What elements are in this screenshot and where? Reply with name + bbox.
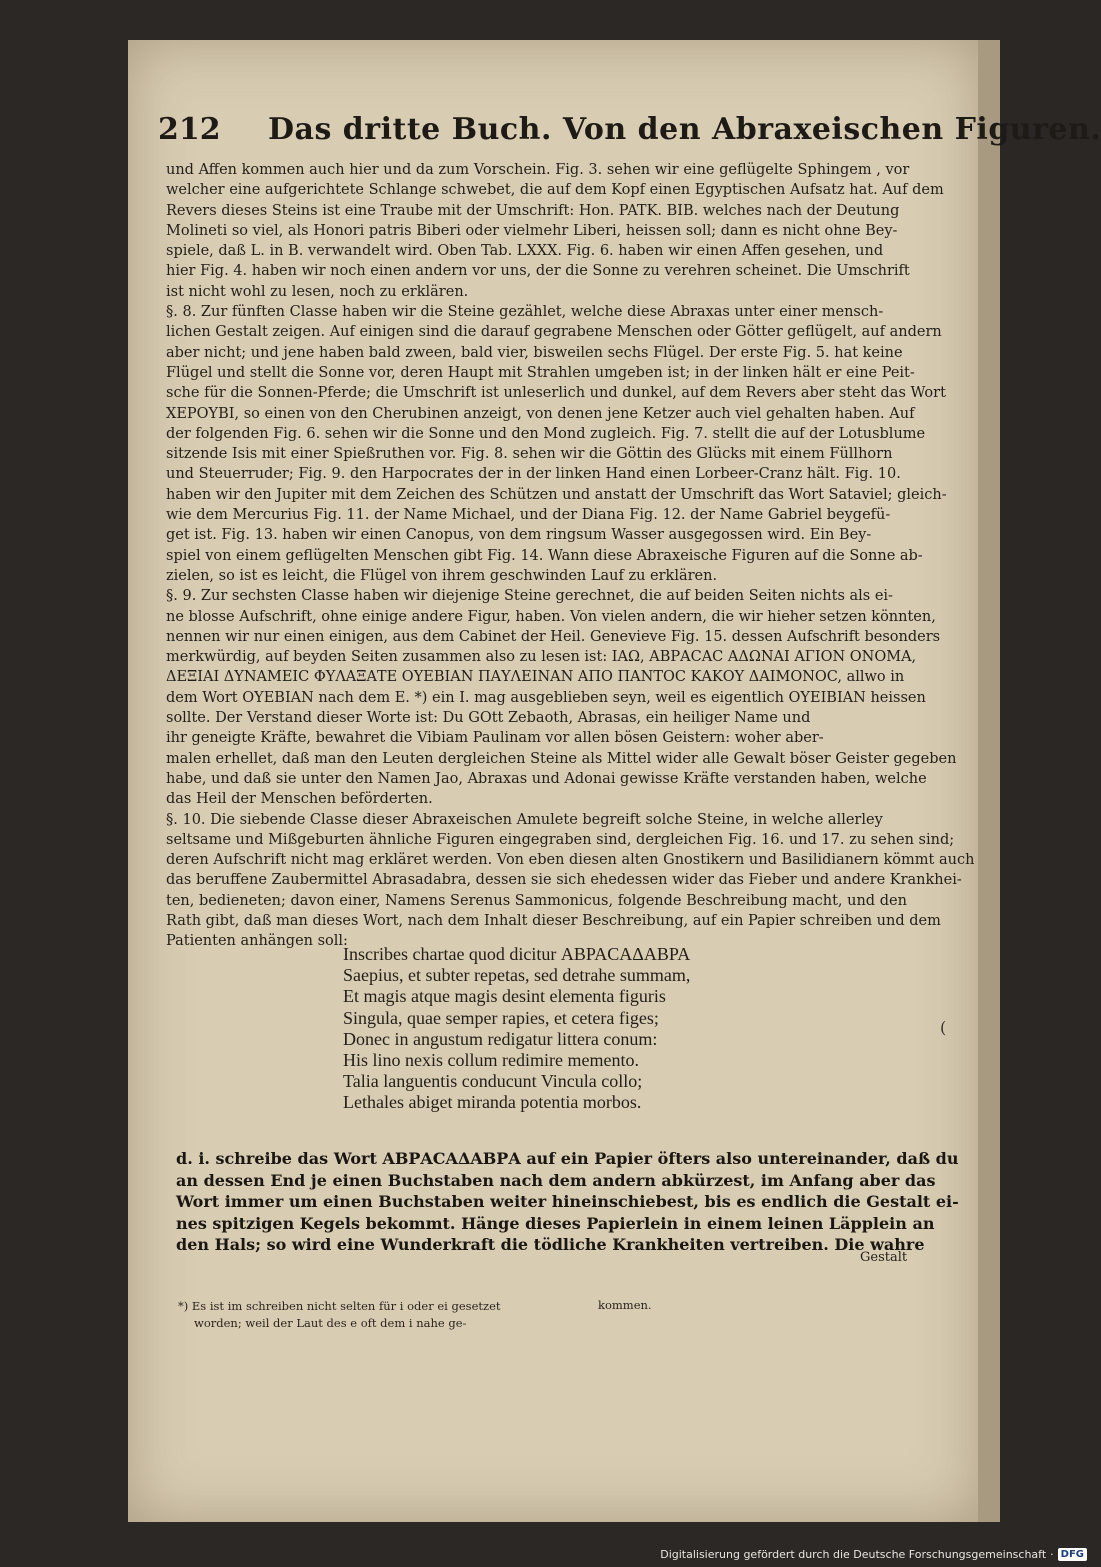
body-line: Molineti so viel, als Honori patris Biberi oder vielmehr Liberi, heissen soll; dann es nicht ohne Bey- — [166, 222, 898, 239]
translation-line: den Hals; so wird eine Wunderkraft die tödliche Krankheiten vertreiben. Die wahre — [176, 1235, 925, 1254]
translation-line: nes spitzigen Kegels bekommt. Hänge dieses Papierlein in einem leinen Läpplein an — [176, 1213, 935, 1233]
body-line: ist nicht wohl zu lesen, noch zu erklären. — [166, 283, 469, 300]
body-line: sollte. Der Verstand dieser Worte ist: Du GOtt Zebaoth, Abrasas, ein heiliger Name und — [166, 710, 811, 727]
translation-paragraph — [176, 1148, 959, 1256]
body-line: deren Aufschrift nicht mag erkläret werden. Von eben diesen alten Gnostikern und Basilidianern kömmt auch — [166, 852, 975, 869]
poem-verse: Saepius, et subter repetas, sed detrahe summam, — [343, 965, 691, 986]
page-header — [158, 112, 1101, 152]
translation-line: d. i. schreibe das Wort ΑΒΡΑCΑΔΑΒΡΑ auf ein Papier öfters also untereinander, daß du — [176, 1149, 959, 1168]
body-line: §. 8. Zur fünften Classe haben wir die Steine gezählet, welche diese Abraxas unter einer mensch- — [166, 304, 884, 321]
body-line: nennen wir nur einen einigen, aus dem Cabinet der Heil. Genevieve Fig. 15. dessen Aufschrift besonders — [166, 628, 941, 645]
footnote-continuation: kommen. — [598, 1298, 652, 1312]
translation-line: an dessen End je einen Buchstaben nach dem andern abkürzest, im Anfang aber das — [176, 1170, 936, 1190]
poem-verse: Talia languentis conducunt Vincula collo; — [343, 1071, 643, 1092]
body-line: spiele, daß L. in B. verwandelt wird. Oben Tab. LXXX. Fig. 6. haben wir einen Affen gesehen, und — [166, 243, 884, 260]
body-line: sche für die Sonnen-Pferde; die Umschrift ist unleserlich und dunkel, auf dem Revers aber steht das Wort — [166, 385, 946, 402]
poem-verse: Et magis atque magis desint elementa figuris — [343, 986, 666, 1007]
page-number: 212 — [158, 112, 221, 147]
body-line: das Heil der Menschen beförderten. — [166, 791, 433, 808]
catchword: Gestalt — [860, 1250, 908, 1265]
credit-text: Digitalisierung gefördert durch die Deutsche Forschungsgemeinschaft — [660, 1548, 1047, 1561]
body-line: zielen, so ist es leicht, die Flügel von ihrem geschwinden Lauf zu erklären. — [166, 567, 718, 584]
body-line: und Steuerruder; Fig. 9. den Harpocrates der in der linken Hand einen Lorbeer-Cranz hält. Fig. 10. — [166, 466, 901, 483]
footnote-line: worden; weil der Laut des e oft dem i nahe ge- — [194, 1316, 467, 1330]
body-line: spiel von einem geflügelten Menschen gibt Fig. 14. Wann diese Abraxeische Figuren auf die Sonne ab- — [166, 547, 923, 564]
body-line: malen erhellet, daß man den Leuten dergleichen Steine als Mittel wider alle Gewalt böser Geister gegeben — [166, 750, 957, 767]
body-line: lichen Gestalt zeigen. Auf einigen sind die darauf gegrabene Menschen oder Götter geflügelt, auf andern — [166, 324, 942, 341]
body-line: ΧΕΡΟΥΒΙ, so einen von den Cherubinen anzeigt, von denen jene Ketzer auch viel gehalten haben. Auf — [166, 405, 915, 422]
dfg-logo: DFG — [1058, 1548, 1087, 1561]
poem-verse: His lino nexis collum redimire memento. — [343, 1050, 639, 1071]
body-line: sitzende Isis mit einer Spießruthen vor. Fig. 8. sehen wir die Göttin des Glücks mit einem Füllhorn — [166, 446, 893, 463]
body-line: aber nicht; und jene haben bald zween, bald vier, bisweilen sechs Flügel. Der erste Fig. 5. hat keine — [166, 344, 903, 361]
body-line: Flügel und stellt die Sonne vor, deren Haupt mit Strahlen umgeben ist; in der linken hält er eine Peit- — [166, 364, 915, 381]
body-line: welcher eine aufgerichtete Schlange schwebet, die auf dem Kopf einen Egyptischen Aufsatz hat. Auf dem — [166, 182, 944, 199]
body-line: §. 9. Zur sechsten Classe haben wir diejenige Steine gerechnet, die auf beiden Seiten nichts als ei- — [166, 588, 893, 605]
body-line: haben wir den Jupiter mit dem Zeichen des Schützen und anstatt der Umschrift das Wort Sataviel; gleich- — [166, 486, 947, 503]
body-line: Revers dieses Steins ist eine Traube mit der Umschrift: Hon. PATK. BIB. welches nach der Deutung — [166, 202, 900, 219]
body-text — [166, 160, 975, 952]
body-line: Patienten anhängen soll: — [166, 933, 348, 950]
poem-verse: Singula, quae semper rapies, et cetera figes; — [343, 1007, 659, 1028]
running-title: Das dritte Buch. Von den Abraxeischen Figuren. — [268, 112, 1101, 147]
footnote-line: *) Es ist im schreiben nicht selten für i oder ei gesetzet — [178, 1299, 501, 1313]
body-line: der folgenden Fig. 6. sehen wir die Sonne und den Mond zugleich. Fig. 7. stellt die auf der Lotusblume — [166, 425, 926, 442]
body-line: ne blosse Aufschrift, ohne einige andere Figur, haben. Von vielen andern, die wir hieher setzen könnten, — [166, 608, 936, 625]
body-line: und Affen kommen auch hier und da zum Vorschein. Fig. 3. sehen wir eine geflügelte Sphingem , vor — [166, 162, 910, 178]
poem-verse: Donec in angustum redigatur littera conum: — [343, 1028, 658, 1049]
body-line: seltsame und Mißgeburten ähnliche Figuren eingegraben sind, dergleichen Fig. 16. und 17. zu sehen sind; — [166, 831, 955, 848]
body-line: dem Wort ΟΥΕΒΙΑΝ nach dem E. *) ein I. mag ausgeblieben seyn, weil es eigentlich ΟΥΕΙΒΙΑΝ heissen — [166, 689, 926, 706]
body-line: merkwürdig, auf beyden Seiten zusammen also zu lesen ist: ΙΑΩ, ΑΒΡΑCΑC ΑΔΩΝΑΙ ΑΓΙΟΝ ΟΝΟΜΑ, — [166, 649, 917, 666]
digitization-credit: Digitalisierung gefördert durch die Deutsche Forschungsgemeinschaft · DFG — [660, 1548, 1087, 1561]
margin-mark: ( — [940, 1018, 947, 1037]
body-line: wie dem Mercurius Fig. 11. der Name Michael, und der Diana Fig. 12. der Name Gabriel beygefü- — [166, 507, 891, 524]
page-edge — [978, 40, 1000, 1522]
translation-line: Wort immer um einen Buchstaben weiter hineinschiebest, bis es endlich die Gestalt ei- — [176, 1192, 959, 1211]
body-line: Rath gibt, daß man dieses Wort, nach dem Inhalt dieser Beschreibung, auf ein Papier schreiben und dem — [166, 912, 941, 929]
body-line: ten, bedieneten; davon einer, Namens Serenus Sammonicus, folgende Beschreibung macht, und den — [166, 892, 907, 909]
body-line: das beruffene Zaubermittel Abrasadabra, dessen sie sich ehedessen wider das Fieber und andere Krankhei- — [166, 872, 962, 889]
body-line: ΔΕΞΙΑΙ ΔΥΝΑΜΕΙC ΦΥΛΑΞΑΤΕ ΟΥΕΒΙΑΝ ΠΑΥΛΕΙΝΑΝ ΑΠΟ ΠΑΝΤΟC ΚΑΚΟΥ ΔΑΙΜΟΝΟC, allwo in — [166, 669, 905, 686]
poem-verse: Lethales abiget miranda potentia morbos. — [343, 1092, 642, 1113]
body-line: hier Fig. 4. haben wir noch einen andern vor uns, der die Sonne zu verehren scheinet. Die Umschrift — [166, 263, 910, 280]
latin-poem — [343, 944, 903, 1114]
body-line: get ist. Fig. 13. haben wir einen Canopus, von dem ringsum Wasser ausgegossen wird. Ein Bey- — [166, 527, 872, 544]
body-line: habe, und daß sie unter den Namen Jao, Abraxas und Adonai gewisse Kräfte verstanden haben, welche — [166, 770, 927, 787]
poem-verse: Inscribes chartae quod dicitur ΑΒΡΑCΑΔΑΒΡΑ — [343, 944, 691, 964]
body-line: §. 10. Die siebende Classe dieser Abraxeischen Amulete begreift solche Steine, in welche allerley — [166, 811, 883, 828]
body-line: ihr geneigte Kräfte, bewahret die Vibiam Paulinam vor allen bösen Geistern: woher aber- — [166, 730, 824, 747]
footnote — [178, 1298, 738, 1332]
